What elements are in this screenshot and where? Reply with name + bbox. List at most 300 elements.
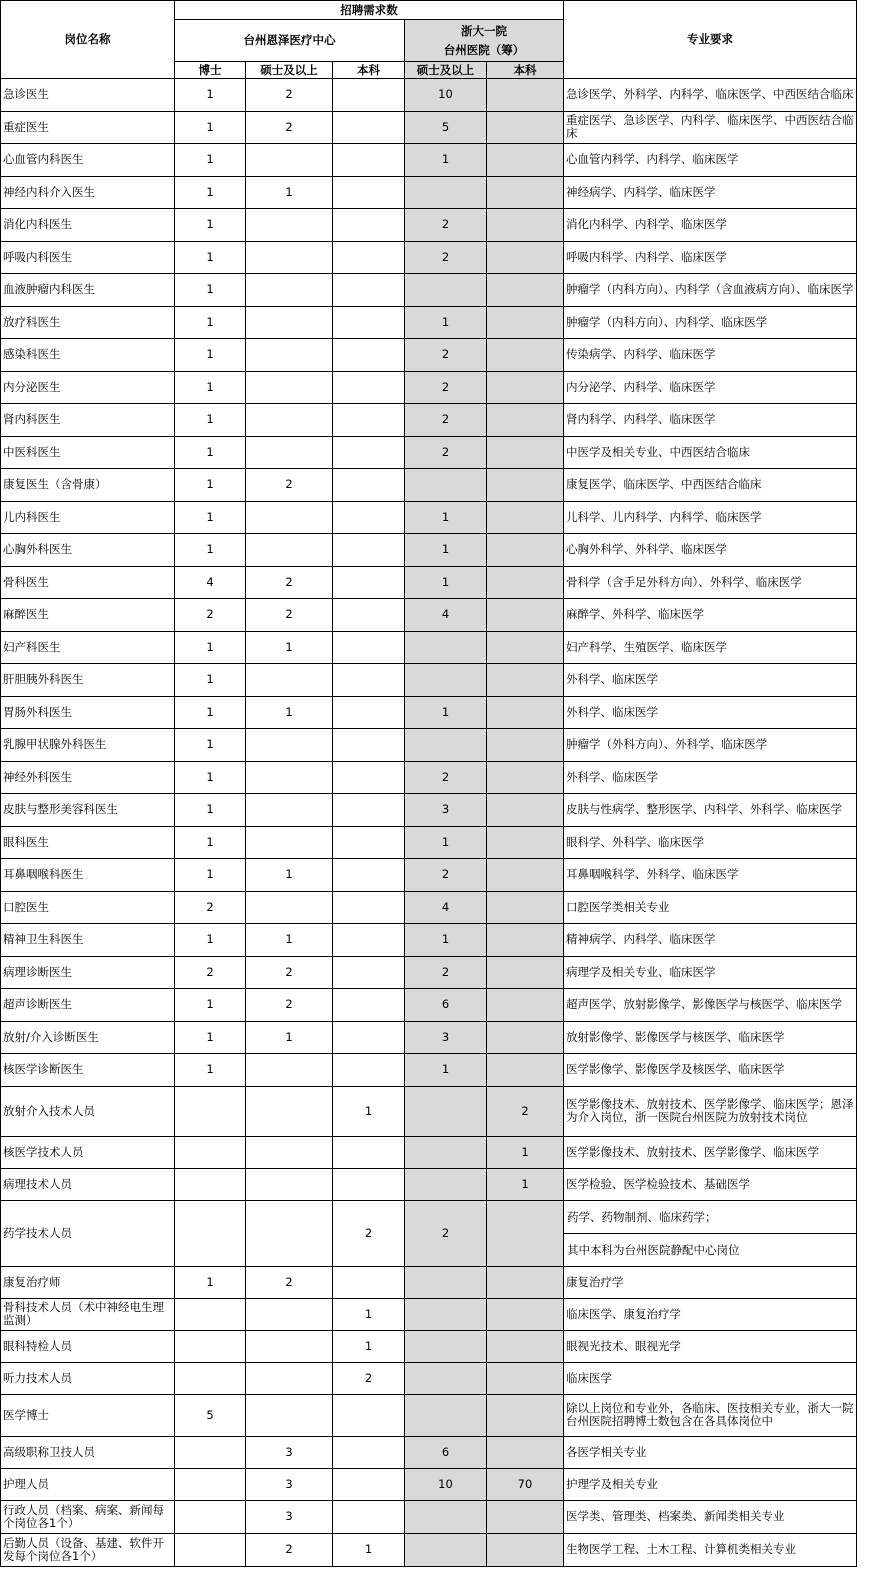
count-master-enze [246,1362,333,1394]
header-major: 专业要求 [564,1,857,79]
count-doctorate [175,1362,246,1394]
major-requirement: 超声医学、放射影像学、影像医学与核医学、临床医学 [564,989,857,1022]
position-name: 放疗科医生 [1,306,175,339]
count-master-enze: 1 [246,1021,333,1054]
major-requirement-line: 药学、药物制剂、临床药学； [564,1201,856,1234]
count-master-enze [246,729,333,762]
position-name: 放射介入技术人员 [1,1086,175,1136]
position-name: 皮肤与整形美容科医生 [1,794,175,827]
position-name: 乳腺甲状腺外科医生 [1,729,175,762]
position-name: 中医科医生 [1,436,175,469]
count-doctorate [175,1533,246,1566]
count-master-zheyi: 2 [405,371,487,404]
position-name: 神经外科医生 [1,761,175,794]
count-master-enze [246,1200,333,1266]
table-row [1,1500,857,1533]
count-master-zheyi [405,1086,487,1136]
major-requirement: 放射影像学、影像医学与核医学、临床医学 [564,1021,857,1054]
count-master-zheyi: 2 [405,404,487,437]
count-bachelor-enze [333,306,405,339]
count-master-zheyi: 10 [405,79,487,112]
count-bachelor-enze [333,956,405,989]
count-bachelor-zheyi [487,1054,564,1087]
count-bachelor-enze [333,209,405,242]
count-bachelor-zheyi [487,924,564,957]
count-doctorate: 1 [175,924,246,957]
count-bachelor-zheyi [487,891,564,924]
count-bachelor-zheyi [487,1500,564,1533]
count-doctorate: 2 [175,956,246,989]
count-master-enze [246,1054,333,1087]
table-row [1,176,857,209]
count-master-enze: 2 [246,1266,333,1298]
count-bachelor-zheyi [487,436,564,469]
count-bachelor-zheyi: 2 [487,1086,564,1136]
count-bachelor-enze: 1 [333,1533,405,1566]
count-bachelor-enze [333,436,405,469]
count-bachelor-zheyi: 1 [487,1168,564,1200]
position-name: 放射/介入诊断医生 [1,1021,175,1054]
count-master-zheyi [405,1266,487,1298]
count-bachelor-enze [333,859,405,892]
position-name: 神经内科介入医生 [1,176,175,209]
count-master-zheyi: 2 [405,436,487,469]
count-master-zheyi [405,1362,487,1394]
count-master-enze: 2 [246,1533,333,1566]
count-master-enze [246,826,333,859]
count-master-enze [246,274,333,307]
count-master-enze: 2 [246,79,333,112]
count-bachelor-zheyi [487,989,564,1022]
count-bachelor-zheyi [487,404,564,437]
count-master-enze: 2 [246,469,333,502]
major-requirement [564,1200,857,1266]
count-bachelor-zheyi [487,1533,564,1566]
count-master-zheyi [405,1136,487,1168]
position-name: 呼吸内科医生 [1,241,175,274]
count-bachelor-enze [333,469,405,502]
count-doctorate: 1 [175,1021,246,1054]
count-bachelor-zheyi [487,306,564,339]
count-bachelor-zheyi [487,534,564,567]
position-name: 骨科技术人员（术中神经电生理监测） [1,1298,175,1330]
table-row [1,1362,857,1394]
count-doctorate: 1 [175,859,246,892]
major-requirement: 肿瘤学（内科方向）、内科学、临床医学 [564,306,857,339]
count-bachelor-enze [333,1436,405,1468]
table-row [1,436,857,469]
position-name: 高级职称卫技人员 [1,1436,175,1468]
count-bachelor-zheyi [487,1362,564,1394]
count-doctorate: 1 [175,761,246,794]
count-doctorate [175,1468,246,1500]
table-row [1,111,857,144]
header-zheyi-line2: 台州医院（筹） [443,42,525,57]
major-requirement: 内分泌学、内科学、临床医学 [564,371,857,404]
major-requirement: 心胸外科学、外科学、临床医学 [564,534,857,567]
count-doctorate: 1 [175,241,246,274]
count-bachelor-enze [333,696,405,729]
count-bachelor-enze [333,176,405,209]
position-name: 血液肿瘤内科医生 [1,274,175,307]
count-bachelor-zheyi [487,826,564,859]
table-row [1,1468,857,1500]
count-bachelor-enze [333,1468,405,1500]
major-requirement: 临床医学 [564,1362,857,1394]
header-demand: 招聘需求数 [175,1,564,20]
position-name: 胃肠外科医生 [1,696,175,729]
position-name: 麻醉医生 [1,599,175,632]
table-row [1,1136,857,1168]
table-body [1,79,857,1567]
count-bachelor-zheyi [487,1394,564,1436]
position-name: 核医学诊断医生 [1,1054,175,1087]
count-master-enze: 3 [246,1468,333,1500]
header-position: 岗位名称 [1,1,175,79]
count-doctorate: 1 [175,111,246,144]
count-doctorate [175,1168,246,1200]
count-doctorate: 1 [175,729,246,762]
major-requirement-note: 其中本科为台州医院静配中心岗位 [567,1242,740,1257]
count-bachelor-enze [333,599,405,632]
count-bachelor-zheyi [487,1021,564,1054]
table-row [1,1533,857,1566]
count-bachelor-enze: 1 [333,1330,405,1362]
position-name: 后勤人员（设备、基建、软件开发每个岗位各1个） [1,1533,175,1566]
count-doctorate: 1 [175,534,246,567]
count-master-enze [246,664,333,697]
count-bachelor-enze [333,501,405,534]
table-row [1,761,857,794]
position-name: 康复治疗师 [1,1266,175,1298]
table-row [1,1200,857,1266]
count-bachelor-zheyi [487,1298,564,1330]
position-name: 心血管内科医生 [1,144,175,177]
major-requirement: 妇产科学、生殖医学、临床医学 [564,631,857,664]
major-requirement: 各医学相关专业 [564,1436,857,1468]
count-bachelor-zheyi [487,209,564,242]
major-requirement: 急诊医学、外科学、内科学、临床医学、中西医结合临床 [564,79,857,112]
count-bachelor-zheyi [487,501,564,534]
count-bachelor-enze [333,404,405,437]
position-name: 听力技术人员 [1,1362,175,1394]
count-master-enze: 1 [246,859,333,892]
major-requirement: 眼视光技术、眼视光学 [564,1330,857,1362]
count-doctorate [175,1436,246,1468]
count-master-zheyi: 2 [405,859,487,892]
count-bachelor-enze [333,1136,405,1168]
count-bachelor-enze [333,1021,405,1054]
count-master-zheyi: 1 [405,306,487,339]
count-master-zheyi [405,1533,487,1566]
position-name: 口腔医生 [1,891,175,924]
count-master-enze: 2 [246,111,333,144]
position-name: 耳鼻咽喉科医生 [1,859,175,892]
position-name: 妇产科医生 [1,631,175,664]
table-row [1,891,857,924]
major-requirement: 外科学、临床医学 [564,761,857,794]
position-name: 肾内科医生 [1,404,175,437]
count-doctorate [175,1200,246,1266]
count-bachelor-zheyi [487,956,564,989]
count-master-enze [246,404,333,437]
count-master-zheyi: 5 [405,111,487,144]
position-name: 消化内科医生 [1,209,175,242]
count-doctorate: 1 [175,209,246,242]
table-row [1,1394,857,1436]
sub-header-master: 硕士及以上 [246,62,333,79]
major-requirement: 麻醉学、外科学、临床医学 [564,599,857,632]
position-name: 病理诊断医生 [1,956,175,989]
count-master-enze [246,306,333,339]
sub-header-bachelor-zheyi: 本科 [487,62,564,79]
count-doctorate [175,1086,246,1136]
count-master-zheyi: 1 [405,1054,487,1087]
count-master-zheyi: 2 [405,209,487,242]
table-row [1,956,857,989]
count-bachelor-zheyi [487,696,564,729]
table-row [1,79,857,112]
count-bachelor-enze [333,826,405,859]
table-row [1,274,857,307]
table-row [1,924,857,957]
major-requirement: 中医学及相关专业、中西医结合临床 [564,436,857,469]
table-row [1,306,857,339]
count-master-enze [246,1330,333,1362]
count-master-zheyi [405,1168,487,1200]
count-master-zheyi: 2 [405,956,487,989]
count-doctorate: 1 [175,274,246,307]
count-bachelor-enze [333,1054,405,1087]
header-zheyi-line1: 浙大一院 [461,23,507,38]
position-name: 感染科医生 [1,339,175,372]
count-master-enze [246,891,333,924]
major-requirement: 外科学、临床医学 [564,664,857,697]
major-requirement: 心血管内科学、内科学、临床医学 [564,144,857,177]
count-master-enze [246,144,333,177]
count-bachelor-zheyi [487,371,564,404]
count-master-zheyi [405,631,487,664]
count-bachelor-zheyi [487,599,564,632]
count-bachelor-enze [333,761,405,794]
count-master-zheyi [405,1330,487,1362]
sub-header-bachelor: 本科 [333,62,405,79]
table-row [1,989,857,1022]
major-requirement: 肿瘤学（内科方向）、内科学（含血液病方向）、临床医学 [564,274,857,307]
table-row [1,599,857,632]
table-row [1,696,857,729]
count-bachelor-enze: 1 [333,1298,405,1330]
count-bachelor-zheyi [487,1436,564,1468]
major-requirement: 医学类、管理类、档案类、新闻类相关专业 [564,1500,857,1533]
table-row [1,404,857,437]
major-requirement: 医学影像技术、放射技术、医学影像学、临床医学；恩泽为介入岗位，浙一医院台州医院为放射技术岗位 [564,1086,857,1136]
count-doctorate: 1 [175,794,246,827]
count-bachelor-zheyi: 1 [487,1136,564,1168]
major-requirement: 康复治疗学 [564,1266,857,1298]
count-bachelor-enze [333,924,405,957]
major-requirement: 生物医学工程、土木工程、计算机类相关专业 [564,1533,857,1566]
position-name: 内分泌医生 [1,371,175,404]
major-requirement: 病理学及相关专业、临床医学 [564,956,857,989]
count-master-zheyi [405,1394,487,1436]
major-requirement: 外科学、临床医学 [564,696,857,729]
count-doctorate: 1 [175,79,246,112]
count-master-enze: 2 [246,989,333,1022]
major-requirement: 除以上岗位和专业外，各临床、医技相关专业，浙大一院台州医院招聘博士数包含在各具体岗位中 [564,1394,857,1436]
count-master-enze [246,1168,333,1200]
table-row [1,209,857,242]
position-name: 眼科特检人员 [1,1330,175,1362]
count-bachelor-enze [333,631,405,664]
count-master-zheyi [405,176,487,209]
table-row [1,1086,857,1136]
count-master-zheyi [405,664,487,697]
count-master-enze [246,1394,333,1436]
position-name: 药学技术人员 [1,1200,175,1266]
count-master-zheyi [405,729,487,762]
count-master-zheyi: 1 [405,924,487,957]
count-master-enze [246,241,333,274]
count-master-enze [246,501,333,534]
table-row [1,534,857,567]
count-bachelor-enze [333,664,405,697]
table-row [1,664,857,697]
count-bachelor-enze: 1 [333,1086,405,1136]
count-bachelor-enze [333,144,405,177]
count-master-zheyi: 4 [405,891,487,924]
header-zheyi [405,20,564,62]
count-master-enze: 2 [246,956,333,989]
major-requirement: 肾内科学、内科学、临床医学 [564,404,857,437]
table-row [1,501,857,534]
count-doctorate: 1 [175,989,246,1022]
count-master-enze [246,1086,333,1136]
count-master-enze: 1 [246,924,333,957]
count-doctorate: 1 [175,176,246,209]
count-doctorate: 1 [175,306,246,339]
count-doctorate: 5 [175,1394,246,1436]
count-bachelor-zheyi [487,144,564,177]
count-master-enze: 1 [246,176,333,209]
count-master-enze: 1 [246,631,333,664]
count-bachelor-enze [333,79,405,112]
count-master-zheyi: 4 [405,599,487,632]
sub-header-doctorate: 博士 [175,62,246,79]
count-doctorate: 1 [175,339,246,372]
count-master-zheyi: 1 [405,144,487,177]
count-master-enze [246,761,333,794]
count-bachelor-enze: 2 [333,1362,405,1394]
count-master-enze [246,794,333,827]
major-requirement: 耳鼻咽喉科学、外科学、临床医学 [564,859,857,892]
count-bachelor-enze [333,1266,405,1298]
count-bachelor-enze [333,566,405,599]
count-master-zheyi [405,1298,487,1330]
count-bachelor-enze [333,534,405,567]
count-doctorate: 2 [175,599,246,632]
count-bachelor-enze [333,274,405,307]
count-bachelor-zheyi [487,859,564,892]
count-bachelor-enze [333,794,405,827]
count-master-zheyi: 1 [405,534,487,567]
count-bachelor-enze [333,989,405,1022]
count-bachelor-enze [333,111,405,144]
table-row [1,566,857,599]
position-name: 行政人员（档案、病案、新闻每个岗位各1个） [1,1500,175,1533]
major-requirement: 皮肤与性病学、整形医学、内科学、外科学、临床医学 [564,794,857,827]
table-row [1,1168,857,1200]
count-doctorate [175,1298,246,1330]
position-name: 心胸外科医生 [1,534,175,567]
count-master-enze: 2 [246,599,333,632]
count-bachelor-zheyi [487,241,564,274]
count-bachelor-enze [333,339,405,372]
table-row [1,794,857,827]
header-enze: 台州恩泽医疗中心 [175,20,405,62]
count-master-zheyi: 3 [405,1021,487,1054]
count-master-zheyi: 2 [405,761,487,794]
count-master-enze: 3 [246,1500,333,1533]
count-master-enze: 3 [246,1436,333,1468]
table-row [1,826,857,859]
count-bachelor-zheyi [487,631,564,664]
major-requirement: 儿科学、儿内科学、内科学、临床医学 [564,501,857,534]
table-row [1,859,857,892]
major-requirement: 临床医学、康复治疗学 [564,1298,857,1330]
major-requirement: 医学检验、医学检验技术、基础医学 [564,1168,857,1200]
count-master-zheyi: 6 [405,989,487,1022]
count-doctorate: 2 [175,891,246,924]
major-requirement: 精神病学、内科学、临床医学 [564,924,857,957]
count-bachelor-enze [333,371,405,404]
count-bachelor-zheyi [487,794,564,827]
count-master-zheyi: 3 [405,794,487,827]
position-name: 骨科医生 [1,566,175,599]
count-bachelor-zheyi [487,1200,564,1266]
count-doctorate: 1 [175,826,246,859]
major-requirement: 骨科学（含手足外科方向）、外科学、临床医学 [564,566,857,599]
table-row [1,371,857,404]
count-doctorate: 1 [175,469,246,502]
count-bachelor-zheyi [487,339,564,372]
count-doctorate [175,1330,246,1362]
major-requirement: 神经病学、内科学、临床医学 [564,176,857,209]
count-bachelor-zheyi [487,79,564,112]
table-row [1,1298,857,1330]
count-bachelor-zheyi [487,469,564,502]
count-doctorate: 1 [175,436,246,469]
count-bachelor-enze [333,891,405,924]
table-row [1,339,857,372]
count-bachelor-zheyi [487,111,564,144]
count-bachelor-enze [333,1168,405,1200]
table-row [1,1266,857,1298]
count-doctorate: 1 [175,144,246,177]
count-bachelor-zheyi [487,729,564,762]
count-bachelor-enze [333,1394,405,1436]
count-doctorate [175,1136,246,1168]
count-bachelor-zheyi [487,1266,564,1298]
count-doctorate: 1 [175,1266,246,1298]
table-row [1,1054,857,1087]
position-name: 病理技术人员 [1,1168,175,1200]
position-name: 眼科医生 [1,826,175,859]
count-doctorate: 1 [175,501,246,534]
count-doctorate: 1 [175,371,246,404]
position-name: 医学博士 [1,1394,175,1436]
table-row [1,144,857,177]
